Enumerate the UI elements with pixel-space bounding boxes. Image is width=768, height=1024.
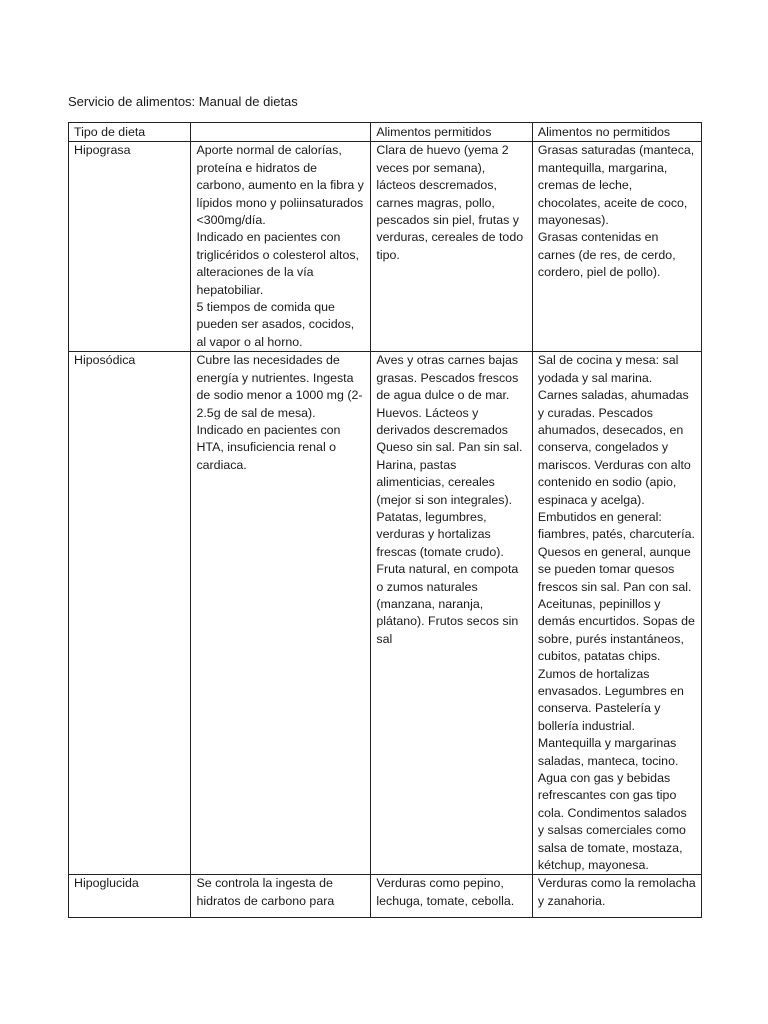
allowed-foods-text: Verduras como pepino, lechuga, tomate, cebolla. (376, 876, 515, 908)
header-diet-type: Tipo de dieta (69, 123, 191, 142)
diet-description: Cubre las necesidades de energía y nutrientes. Ingesta de sodio menor a 1000 mg (2-2.5g de sal de mesa). Indicado en pacientes con HTA, insuficiencia renal o cardiaca. (191, 352, 371, 875)
not-allowed-foods-text: Verduras como la remolacha y zanahoria. (537, 876, 696, 908)
diet-name (69, 875, 191, 918)
diet-table (68, 122, 702, 918)
header-not-allowed-foods: Alimentos no permitidos (532, 123, 701, 142)
allowed-foods: Aves y otras carnes bajas grasas. Pescados frescos de agua dulce o de mar. Huevos. Lácteos y derivados descremados Queso sin sal. Pan sin sal. Harina, pastas alimenticias, cereales (mejor si son integrales). Patatas, legumbres, verduras y hortalizas frescas (tomate crudo). Fruta natural, en compota o zumos naturales (manzana, naranja, plátano). Frutos secos sin sal (371, 352, 533, 875)
header-allowed-foods: Alimentos permitidos (371, 123, 533, 142)
diet-description-text: Se controla la ingesta de hidratos de carbono para (196, 876, 335, 908)
diet-name-text: Hipoglucida (74, 876, 139, 891)
allowed-foods (371, 875, 533, 918)
allowed-foods: Clara de huevo (yema 2 veces por semana), lácteos descremados, carnes magras, pollo, pescados sin piel, frutas y verduras, cereales de todo tipo. (371, 142, 533, 352)
diet-description: Aporte normal de calorías, proteína e hidratos de carbono, aumento en la fibra y lípidos mono y poliinsaturados <300mg/día. Indicado en pacientes con triglicéridos o colesterol altos, alteraciones de la vía hepatobiliar. 5 tiempos de comida que pueden ser asados, cocidos, al vapor o al horno. (191, 142, 371, 352)
diet-description (191, 875, 371, 918)
page-title: Servicio de alimentos: Manual de dietas (68, 94, 298, 109)
diet-name: Hiposódica (69, 352, 191, 875)
table-header-row (69, 123, 702, 142)
not-allowed-foods (532, 875, 701, 918)
not-allowed-foods: Sal de cocina y mesa: sal yodada y sal marina. Carnes saladas, ahumadas y curadas. Pescados ahumados, desecados, en conserva, congelados y mariscos. Verduras con alto contenido en sodio (apio, espinaca y acelga). Embutidos en general: fiambres, patés, charcutería. Quesos en general, aunque se pueden tomar quesos frescos sin sal. Pan con sal. Aceitunas, pepinillos y demás encurtidos. Sopas de sobre, purés instantáneos, cubitos, patatas chips. Zumos de hortalizas envasados. Legumbres en conserva. Pastelería y bollería industrial. Mantequilla y margarinas saladas, manteca, tocino. Agua con gas y bebidas refrescantes con gas tipo cola. Condimentos salados y salsas comerciales como salsa de tomate, mostaza, kétchup, mayonesa. (532, 352, 701, 875)
header-description (191, 123, 371, 142)
table-row-hipograsa (69, 142, 702, 352)
table-row-hiposodica (69, 352, 702, 875)
table-row-hipoglucida (69, 875, 702, 918)
not-allowed-foods: Grasas saturadas (manteca, mantequilla, margarina, cremas de leche, chocolates, aceite de coco, mayonesas). Grasas contenidas en carnes (de res, de cerdo, cordero, piel de pollo). (532, 142, 701, 352)
diet-name: Hipograsa (69, 142, 191, 352)
